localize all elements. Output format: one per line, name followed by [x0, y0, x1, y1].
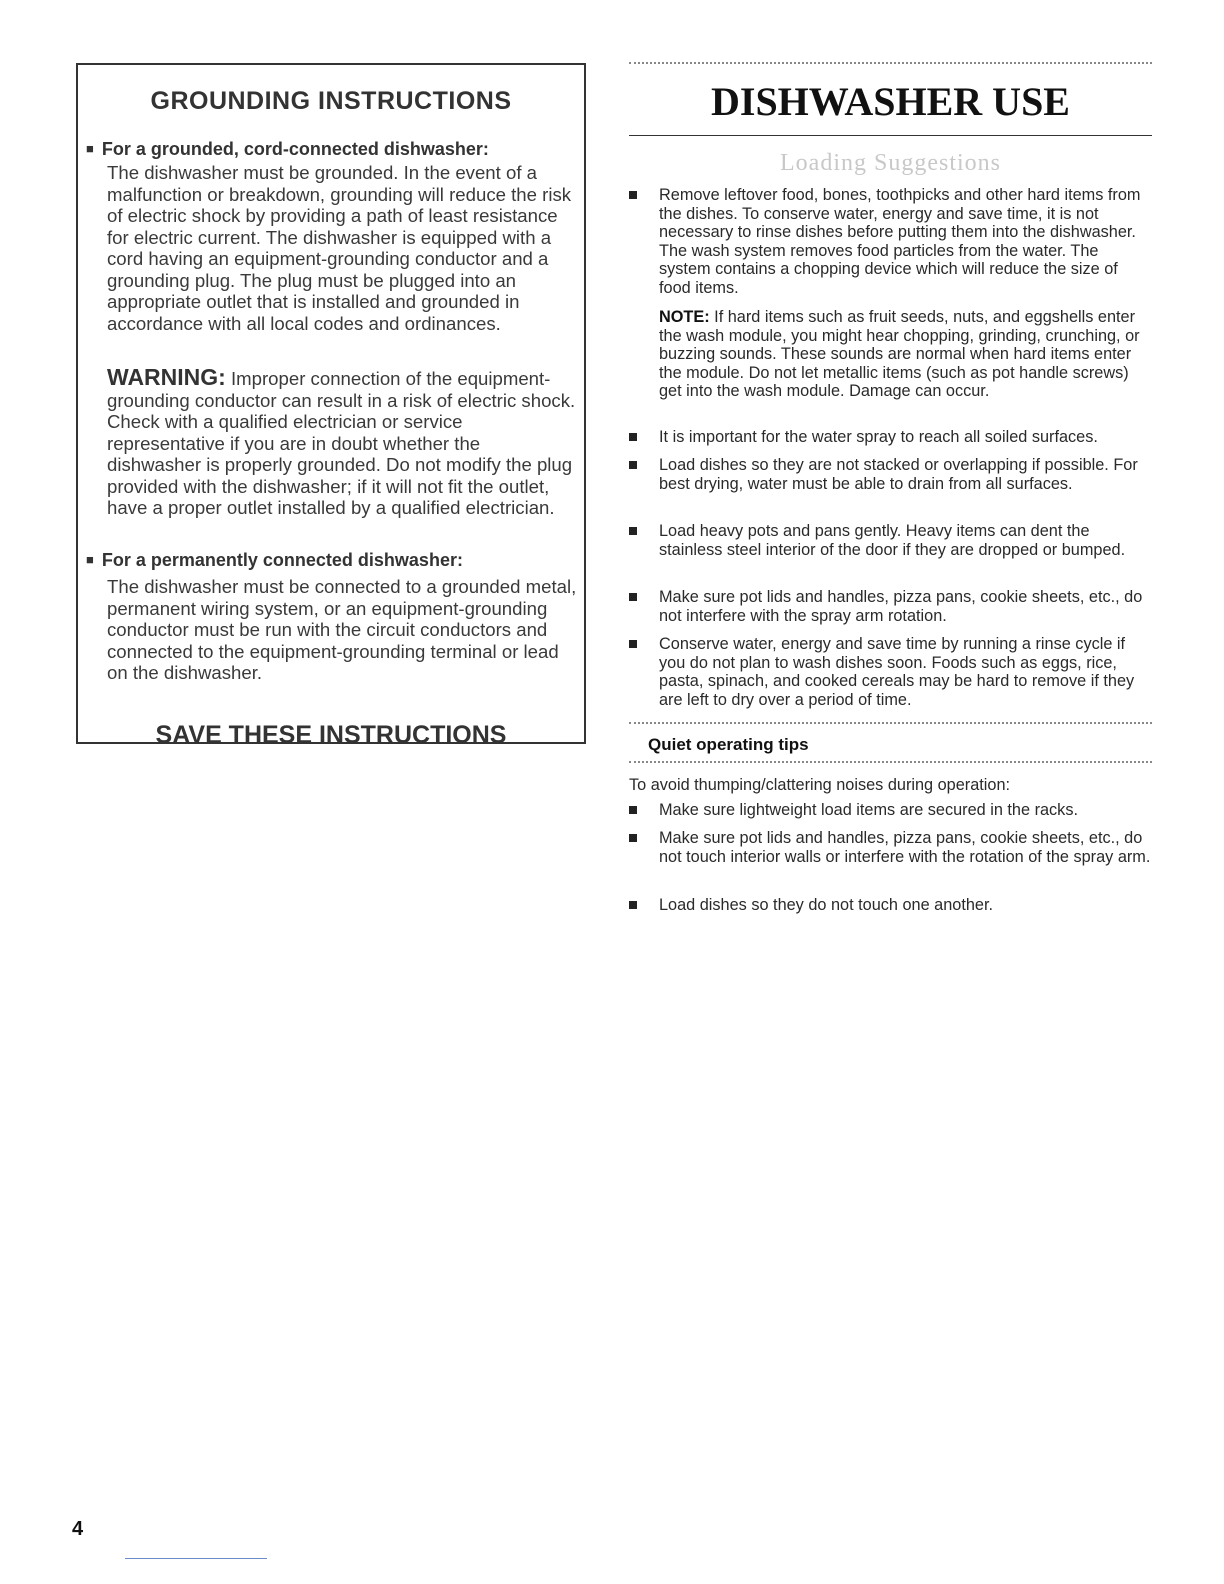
- quiet-intro: To avoid thumping/clattering noises during operation:: [629, 776, 1011, 794]
- list-item: Remove leftover food, bones, toothpicks and other hard items from the dishes. To conserve water, energy and save time, it is not necessary to rinse dishes before putting them into the dishwasher. The wash system removes food particles from the water. The system contains a chopping device which will reduce the size of food items.: [629, 186, 1152, 297]
- grounding-title: GROUNDING INSTRUCTIONS: [150, 87, 512, 115]
- square-bullet-icon: ■: [86, 552, 94, 567]
- list-item: Load heavy pots and pans gently. Heavy items can dent the stainless steel interior of the door if they are dropped or bumped.: [629, 522, 1152, 559]
- square-bullet-icon: [629, 806, 637, 814]
- page-title: DISHWASHER USE: [710, 79, 1070, 124]
- loading-suggestions-title: Loading Suggestions: [780, 150, 1001, 176]
- permanently-connected-text: The dishwasher must be connected to a grounded metal, permanent wiring system, or an equipment-grounding conductor must be run with the circuit conductors and connected to the equipment-grounding terminal or lead on the dishwasher.: [107, 576, 577, 683]
- square-bullet-icon: [629, 593, 637, 601]
- square-bullet-icon: [629, 191, 637, 199]
- grounding-instructions-box: [76, 63, 586, 749]
- quiet-operating-title: Quiet operating tips: [648, 735, 809, 754]
- list-item: Make sure pot lids and handles, pizza pans, cookie sheets, etc., do not touch interior walls or interfere with the rotation of the spray arm.: [629, 829, 1152, 866]
- page-number: 4: [72, 1518, 84, 1540]
- list-item: Conserve water, energy and save time by running a rinse cycle if you do not plan to wash dishes soon. Foods such as eggs, rice, pasta, spinach, and cooked cereals may be hard to remove if they are left to dry over a period of time.: [629, 635, 1152, 709]
- warning-label: WARNING:: [107, 364, 226, 390]
- save-instructions-title: SAVE THESE INSTRUCTIONS: [155, 721, 507, 749]
- permanently-connected-heading: ■ For a permanently connected dishwasher:: [86, 550, 463, 570]
- square-bullet-icon: [629, 433, 637, 441]
- warning-text: Improper connection of the equipment-grounding conductor can result in a risk of electric shock. Check with a qualified electrician or service representative if you are in doubt whether the dishwasher is properly grounded. Do not modify the plug provided with the dishwasher; if it will not fit the outlet, have a proper outlet installed by a qualified electrician.: [107, 368, 576, 518]
- list-item: It is important for the water spray to reach all soiled surfaces.: [629, 428, 1152, 447]
- quiet-bottom-dotted-rule: [629, 761, 1152, 763]
- square-bullet-icon: [629, 834, 637, 842]
- list-item: Load dishes so they do not touch one another.: [629, 896, 1152, 915]
- list-item: Make sure pot lids and handles, pizza pans, cookie sheets, etc., do not interfere with the spray arm rotation.: [629, 588, 1152, 625]
- footer-rule: [125, 1558, 267, 1559]
- quiet-top-dotted-rule: [629, 722, 1152, 724]
- square-bullet-icon: ■: [86, 141, 94, 156]
- title-underline: [629, 135, 1152, 136]
- square-bullet-icon: [629, 901, 637, 909]
- square-bullet-icon: [629, 640, 637, 648]
- cord-connected-text: The dishwasher must be grounded. In the event of a malfunction or breakdown, grounding will reduce the risk of electric shock by providing a path of least resistance for electric current. The dishwasher is equipped with a cord having an equipment-grounding conductor and a grounding plug. The plug must be plugged into an appropriate outlet that is installed and grounded in accordance with all local codes and ordinances.: [107, 162, 572, 334]
- cord-connected-heading: ■ For a grounded, cord-connected dishwasher:: [86, 139, 489, 159]
- note-paragraph: NOTE: If hard items such as fruit seeds, nuts, and eggshells enter the wash module, you might hear chopping, grinding, crunching, or buzzing sounds. These sounds are normal when hard items enter the module. Do not let metallic items (such as pot handle screws) get into the wash module. Damage can occur.: [659, 308, 1140, 400]
- warning-paragraph: [107, 364, 577, 519]
- square-bullet-icon: [629, 461, 637, 469]
- top-dotted-rule: [629, 62, 1152, 64]
- square-bullet-icon: [629, 527, 637, 535]
- list-item: Load dishes so they are not stacked or overlapping if possible. For best drying, water must be able to drain from all surfaces.: [629, 456, 1152, 493]
- note-label: NOTE:: [659, 308, 710, 326]
- list-item: Make sure lightweight load items are secured in the racks.: [629, 801, 1152, 820]
